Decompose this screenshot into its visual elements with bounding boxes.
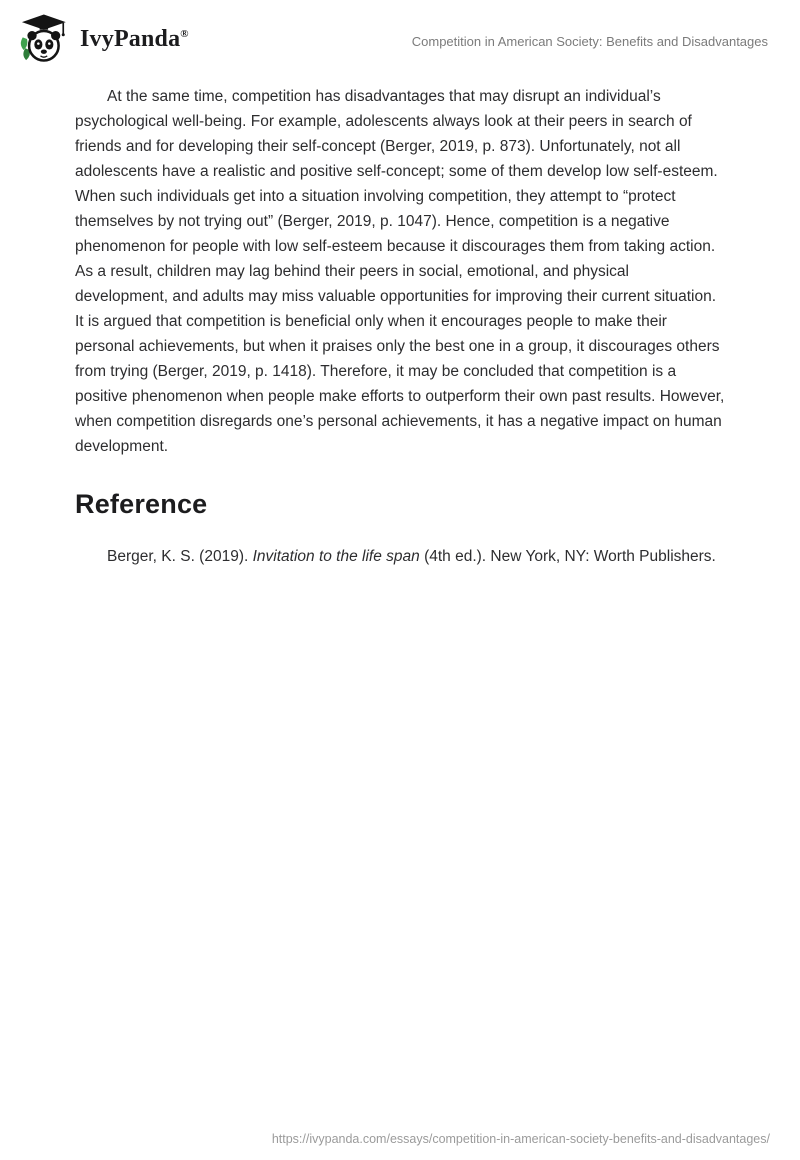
ivypanda-logo[interactable] [16, 12, 189, 66]
page-header [0, 0, 800, 68]
panda-graduate-icon [16, 12, 70, 66]
brand-name-text: IvyPanda [80, 25, 181, 52]
reference-author-year: Berger, K. S. (2019). [107, 548, 253, 565]
registered-trademark-mark: ® [180, 27, 189, 40]
brand-name [80, 26, 189, 53]
essay-content [0, 68, 800, 569]
source-url-link[interactable]: https://ivypanda.com/essays/competition-in-american-society-benefits-and-disadvantages/ [271, 1132, 770, 1146]
reference-heading: Reference [75, 489, 208, 519]
reference-book-title-italic: Invitation to the life span [252, 548, 420, 565]
page-footer [0, 1130, 770, 1148]
reference-entry [75, 544, 725, 569]
essay-paragraph: At the same time, competition has disadvantages that may disrupt an individual’s psychological well-being. For example, adolescents always look at their peers in search of friends and for developing their self-concept (Berger, 2019, p. 873). Unfortunately, not all adolescents have a realistic and positive self-concept; some of them develop low self-esteem. When such individuals get into a situation involving competition, they attempt to “protect themselves by not trying out” (Berger, 2019, p. 1047). Hence, competition is a negative phenomenon for people with low self-esteem because it discourages them from taking action. As a result, children may lag behind their peers in social, emotional, and physical development, and adults may miss valuable opportunities for improving their current situation. It is argued that competition is beneficial only when it encourages people to make their personal achievements, but when it praises only the best one in a group, it discourages others from trying (Berger, 2019, p. 1418). Therefore, it may be concluded that competition is a positive phenomenon when people make efforts to outperform their own past results. However, when competition disregards one’s personal achievements, it has a negative impact on human development. [75, 88, 725, 455]
reference-edition-publisher: (4th ed.). New York, NY: Worth Publishers. [419, 548, 716, 565]
document-title: Competition in American Society: Benefits and Disadvantages [411, 33, 768, 49]
